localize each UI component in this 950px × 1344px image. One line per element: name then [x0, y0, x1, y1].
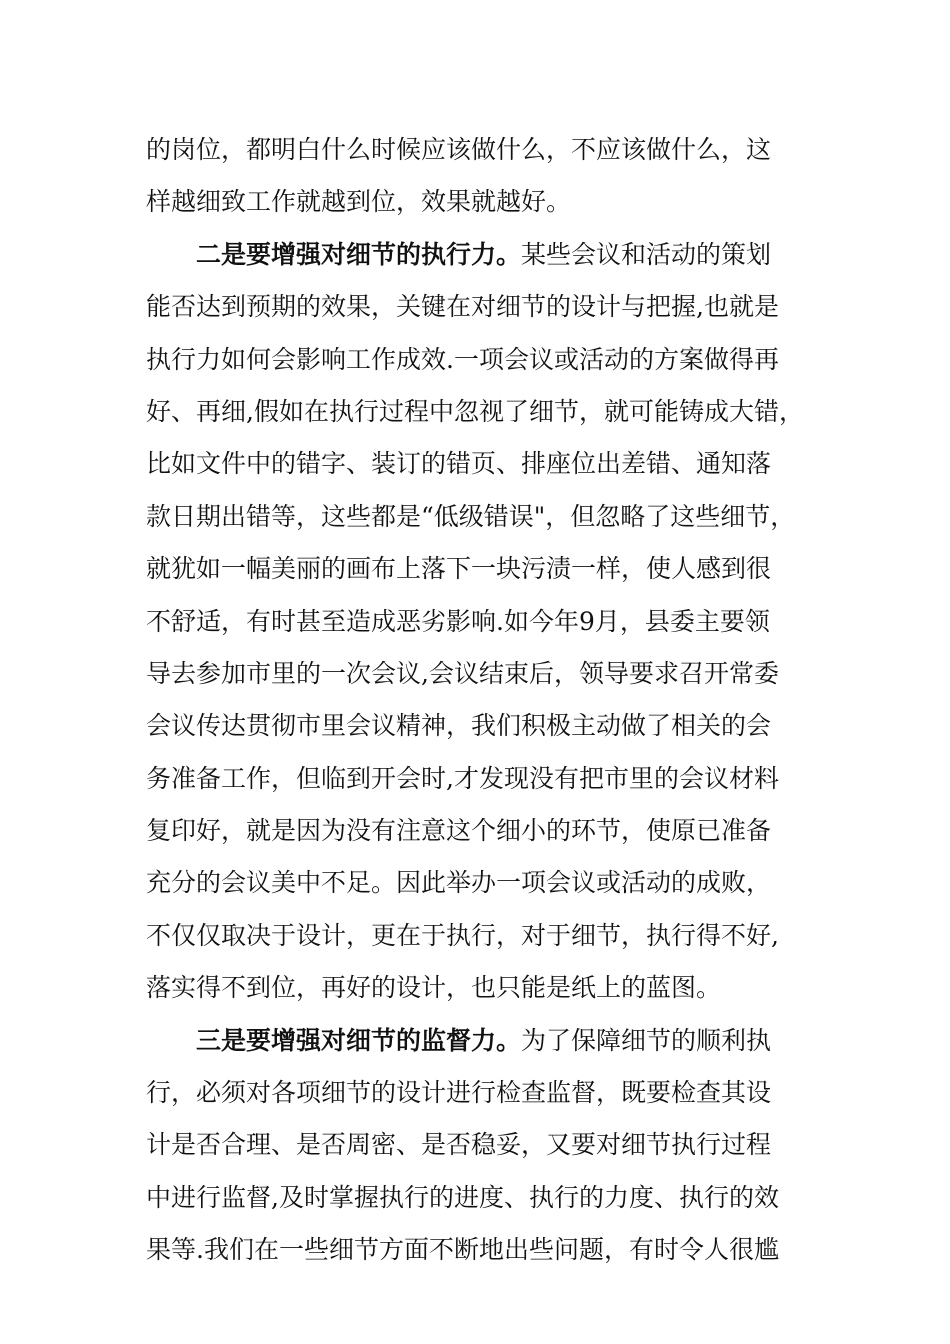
text-line: 会议传达贯彻市里会议精神，我们积极主动做了相关的会 — [146, 711, 772, 741]
text-line: 好、再细,假如在执行过程中忽视了细节，就可能铸成大错， — [146, 396, 804, 426]
paragraph-first-line-text: 某些会议和活动的策划 — [521, 239, 772, 269]
paragraph-heading: 二是要增强对细节的执行力。 — [196, 239, 522, 269]
text-line: 款日期出错等，这些都是“低级错误"，但忽略了这些细节， — [146, 501, 796, 531]
text-line: 复印好，就是因为没有注意这个细小的环节，使原已准备 — [146, 816, 772, 846]
text-line: 能否达到预期的效果，关键在对细节的设计与把握,也就是 — [146, 292, 779, 322]
paragraph-first-line — [146, 229, 816, 281]
text-line: 执行力如何会影响工作成效.一项会议或活动的方案做得再 — [146, 344, 779, 374]
text-line: 不舒适，有时甚至造成恶劣影响.如今年9月，县委主要领 — [146, 606, 770, 636]
text-line: 充分的会议美中不足。因此举办一项会议或活动的成败， — [146, 868, 772, 898]
text-line: 导去参加市里的一次会议,会议结束后，领导要求召开常委 — [146, 658, 779, 688]
text-line: 中进行监督,及时掌握执行的进度、执行的力度、执行的效 — [146, 1182, 779, 1212]
text-line: 的岗位，都明白什么时候应该做什么，不应该做什么，这 — [146, 135, 772, 164]
paragraph-first-line — [146, 1015, 816, 1067]
text-line: 落实得不到位，再好的设计，也只能是纸上的蓝图。 — [146, 973, 722, 1003]
paragraph-heading: 三是要增强对细节的监督力。 — [196, 1025, 522, 1055]
text-line: 果等.我们在一些细节方面不断地出些问题，有时令人很尴 — [146, 1235, 779, 1265]
text-line: 不仅仅取决于设计，更在于执行，对于细节，执行得不好, — [146, 920, 779, 950]
text-line: 就犹如一幅美丽的画布上落下一块污渍一样，使人感到很 — [146, 554, 772, 584]
document-body — [146, 124, 816, 1277]
text-line: 务准备工作，但临到开会时,才发现没有把市里的会议材料 — [146, 763, 779, 793]
text-line: 样越细致工作就越到位，效果就越好。 — [146, 187, 572, 217]
text-line: 行，必须对各项细节的设计进行检查监督，既要检查其设 — [146, 1078, 772, 1108]
text-line: 比如文件中的错字、装订的错页、排座位出差错、通知落 — [146, 449, 772, 479]
paragraph-first-line-text: 为了保障细节的顺利执 — [521, 1025, 772, 1055]
text-line: 计是否合理、是否周密、是否稳妥，又要对细节执行过程 — [146, 1130, 772, 1160]
